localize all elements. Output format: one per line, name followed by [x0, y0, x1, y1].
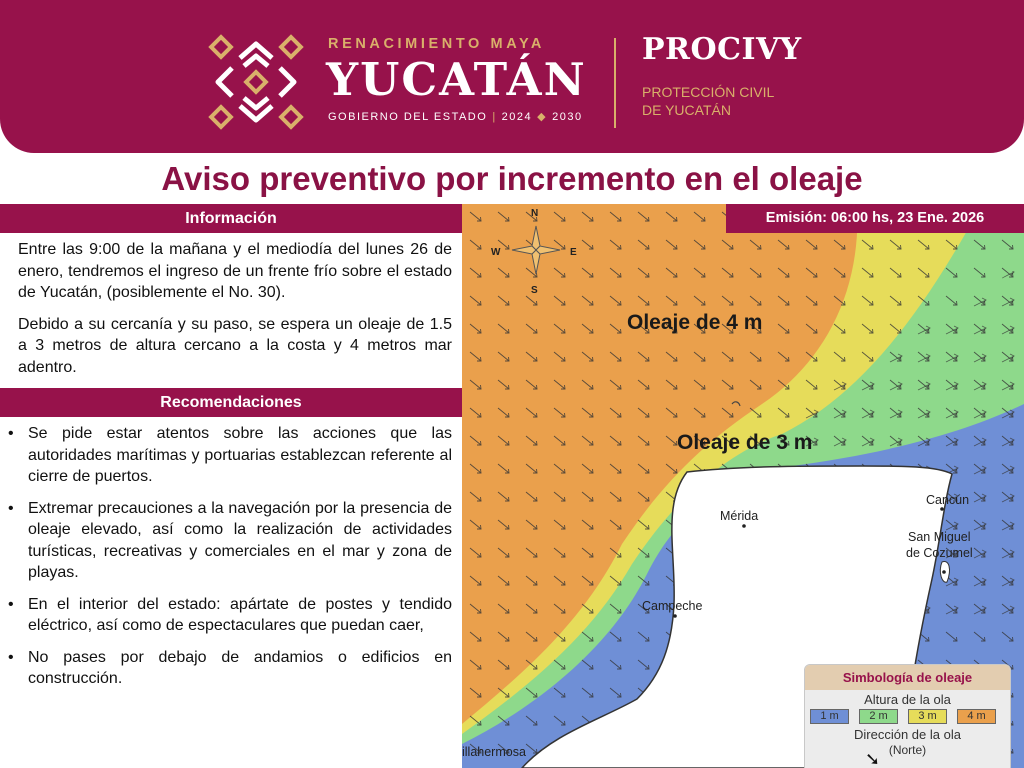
compass-west: W	[491, 247, 501, 258]
separator: |	[492, 111, 497, 123]
map-legend	[804, 664, 1011, 768]
header-banner	[0, 0, 1024, 153]
legend-direction-label: Dirección de la ola	[854, 727, 961, 742]
city-dot-cozumel	[942, 570, 946, 574]
informacion-heading: Información	[0, 204, 462, 233]
label-oleaje-3m: Oleaje de 3 m	[677, 431, 813, 454]
org-name: PROCIVY	[642, 32, 802, 67]
city-san-miguel: San Miguel	[908, 530, 971, 544]
legend-title: Simbología de oleaje	[805, 665, 1010, 690]
org-sub-line1: PROTECCIÓN CIVIL	[642, 84, 775, 100]
org-subtitle	[642, 83, 774, 119]
legend-chip-3m: 3 m	[908, 709, 947, 724]
legend-chip-2m: 2 m	[859, 709, 898, 724]
city-merida: Mérida	[720, 509, 759, 523]
recomendaciones-heading: Recomendaciones	[0, 388, 462, 417]
legend-chip-4m: 4 m	[957, 709, 996, 724]
city-villahermosa: illahermosa	[462, 745, 526, 759]
label-oleaje-4m: Oleaje de 4 m	[627, 311, 763, 334]
city-dot-merida	[742, 524, 746, 528]
legend-chip-1m: 1 m	[810, 709, 849, 724]
city-de-cozumel: de Cozumel	[906, 546, 973, 560]
informacion-body	[0, 233, 462, 378]
brand-sub-year-start: 2024	[501, 111, 533, 123]
yucatan-emblem-icon	[208, 34, 304, 130]
brand-subtitle	[328, 110, 583, 123]
brand-sub-year-end: 2030	[552, 111, 583, 123]
emission-badge: Emisión: 06:00 hs, 23 Ene. 2026	[726, 204, 1024, 233]
compass-rose-icon	[510, 224, 562, 276]
left-panel	[0, 204, 462, 768]
compass-south: S	[531, 285, 538, 296]
brand-sub-left: GOBIERNO DEL ESTADO	[328, 111, 488, 123]
brand-tagline: RENACIMIENTO MAYA	[328, 36, 545, 52]
list-item: • Extremar precauciones a la navegación por la presencia de oleaje elevado, así como la realización de actividades turísticas, recreativas y comerciales en el mar y zona de playas.	[6, 498, 452, 584]
city-dot-campeche	[673, 614, 677, 618]
city-cancun: Cancún	[926, 493, 970, 507]
legend-direction-sub: (Norte)	[888, 743, 927, 757]
city-dot-cancun	[940, 507, 944, 511]
page-title: Aviso preventivo por incremento en el oleaje	[161, 160, 863, 197]
city-campeche: Campeche	[642, 599, 703, 613]
arrow-down-icon: ➘	[865, 749, 881, 768]
separator-diamond: ◆	[537, 111, 548, 123]
info-paragraph: Debido a su cercanía y su paso, se espera un oleaje de 1.5 a 3 metros de altura cercano a la costa y 4 metros mar adentro.	[18, 315, 452, 376]
legend-height-label: Altura de la ola	[864, 692, 951, 707]
org-sub-line2: DE YUCATÁN	[642, 102, 731, 118]
list-item: • En el interior del estado: apártate de postes y tendido eléctrico, así como de espectaculares que puedan caer,	[6, 594, 452, 637]
list-item: • Se pide estar atentos sobre las acciones que las autoridades marítimas y portuarias establezcan referente al cierre de puertos.	[6, 423, 452, 488]
list-item: • No pases por debajo de andamios o edificios en construcción.	[6, 647, 452, 690]
compass-north: N	[531, 208, 539, 219]
brand-name: YUCATÁN	[326, 53, 587, 106]
header-divider	[614, 38, 616, 128]
recomendaciones-list	[0, 417, 462, 690]
compass-east: E	[570, 247, 577, 258]
info-paragraph: Entre las 9:00 de la mañana y el mediodía del lunes 26 de enero, tendremos el ingreso de un frente frío sobre el estado de Yucatán, (posiblemente el No. 30).	[18, 241, 452, 301]
wave-map	[462, 204, 1024, 768]
